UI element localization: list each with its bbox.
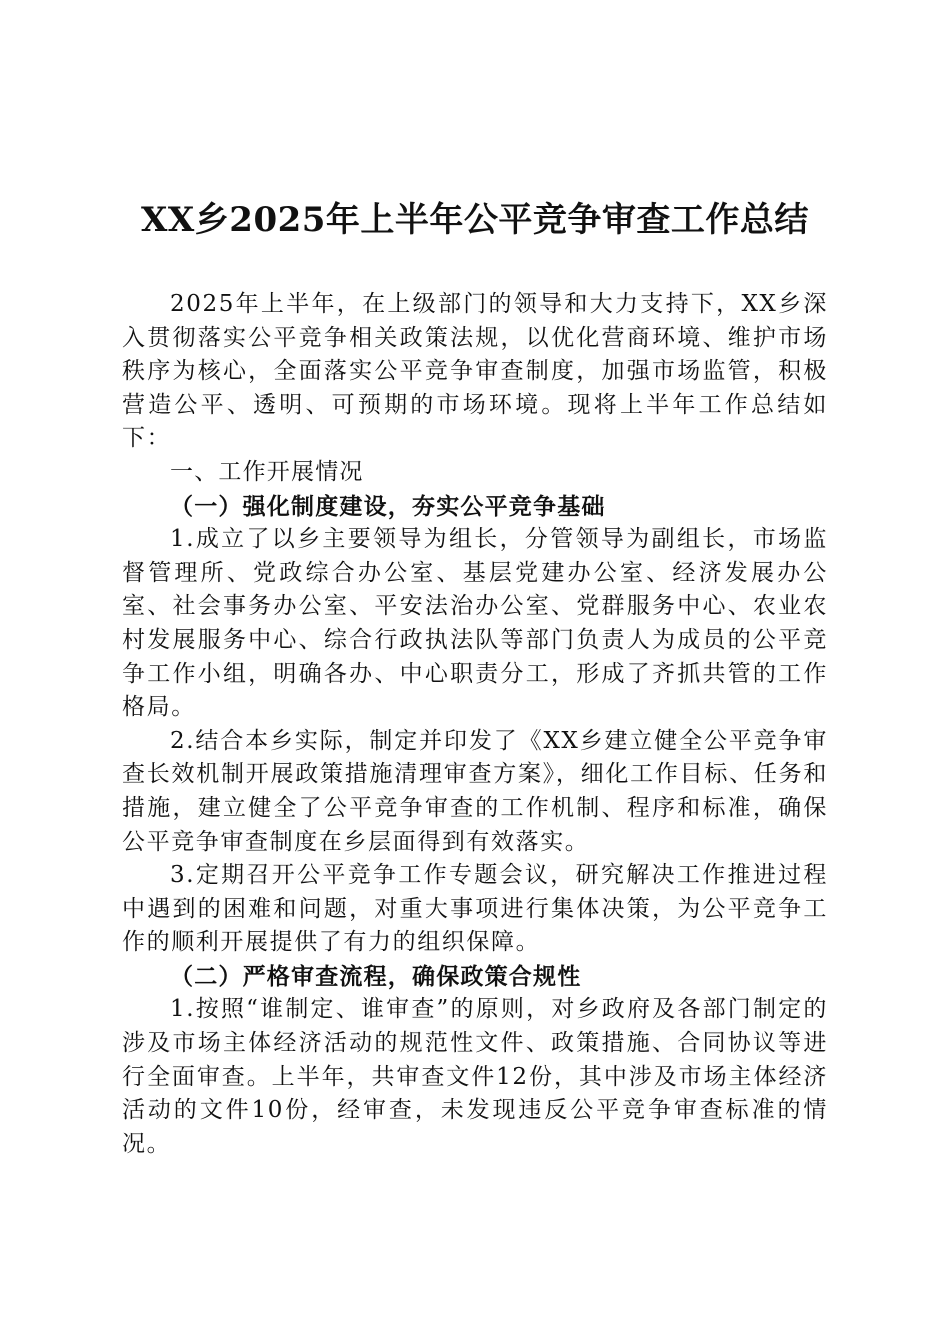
list-item: 3.定期召开公平竞争工作专题会议，研究解决工作推进过程中遇到的困难和问题，对重大事项进行集体决策，为公平竞争工作的顺利开展提供了有力的组织保障。 — [122, 862, 828, 956]
list-item: 1.成立了以乡主要领导为组长，分管领导为副组长，市场监督管理所、党政综合办公室、基层党建办公室、经济发展办公室、社会事务办公室、平安法治办公室、党群服务中心、农业农村发展服务中心、综合行政执法队等部门负责人为成员的公平竞争工作小组，明确各办、中心职责分工，形成了齐抓共管的工作格局。 — [122, 526, 828, 721]
subsection-heading-review-process: （二）严格审查流程，确保政策合规性 — [170, 962, 582, 990]
list-item: 1.按照“谁制定、谁审查”的原则，对乡政府及各部门制定的涉及市场主体经济活动的规范性文件、政策措施、合同协议等进行全面审查。上半年，共审查文件12份，其中涉及市场主体经济活动的文件10份，经审查，未发现违反公平竞争审查标准的情况。 — [122, 996, 828, 1157]
subsection-heading-system-building: （一）强化制度建设，夯实公平竞争基础 — [170, 492, 606, 520]
list-item: 2.结合本乡实际，制定并印发了《XX乡建立健全公平竞争审查长效机制开展政策措施清理审查方案》，细化工作目标、任务和措施，建立健全了公平竞争审查的工作机制、程序和标准，确保公平竞争审查制度在乡层面得到有效落实。 — [122, 727, 828, 855]
document-body — [122, 288, 828, 1161]
intro-paragraph: 2025年上半年，在上级部门的领导和大力支持下，XX乡深入贯彻落实公平竞争相关政策法规，以优化营商环境、维护市场秩序为核心，全面落实公平竞争审查制度，加强市场监管，积极营造公平、透明、可预期的市场环境。现将上半年工作总结如下： — [122, 291, 828, 452]
document-title: XX乡2025年上半年公平竞争审查工作总结 — [141, 200, 809, 240]
section-heading-work-status: 一、工作开展情况 — [170, 458, 364, 485]
